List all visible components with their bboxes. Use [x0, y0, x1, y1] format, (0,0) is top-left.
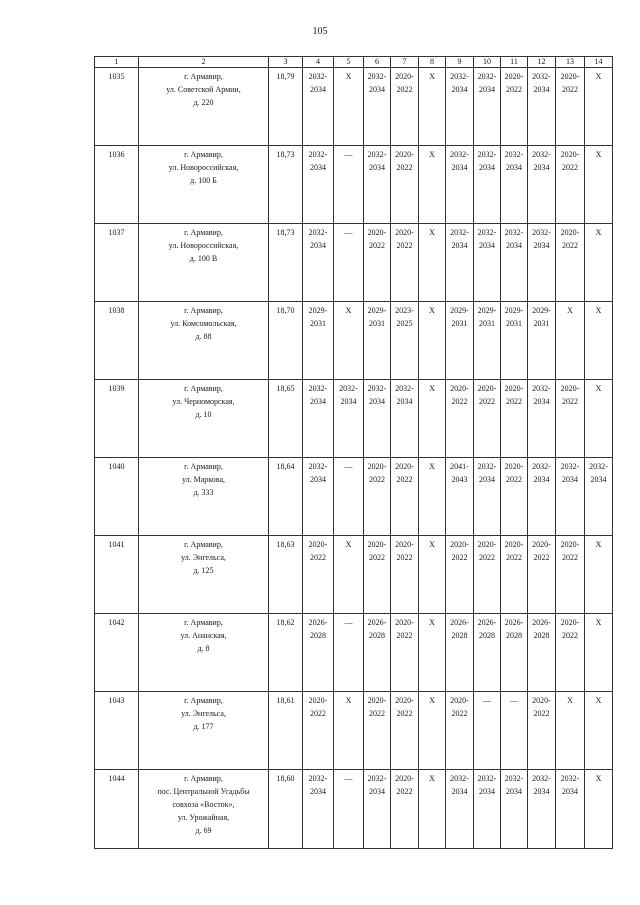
period-cell: 2020- 2022: [528, 536, 556, 614]
column-header: 14: [585, 57, 613, 68]
period-cell: 2020- 2022: [303, 692, 334, 770]
period-cell: 2026- 2028: [501, 614, 528, 692]
column-header: 10: [474, 57, 501, 68]
row-id-cell: 1044: [95, 770, 139, 849]
period-cell: 2020- 2022: [391, 68, 419, 146]
data-table: [94, 56, 613, 849]
address-cell: г. Армавир, ул. Советской Армии, д. 220: [139, 68, 269, 146]
period-cell: 2032- 2034: [446, 146, 474, 224]
period-cell: X: [419, 224, 446, 302]
row-id-cell: 1039: [95, 380, 139, 458]
period-cell: 2026- 2028: [528, 614, 556, 692]
address-cell: г. Армавир, ул. Черноморская, д. 10: [139, 380, 269, 458]
period-cell: 2032- 2034: [474, 68, 501, 146]
value-cell: 18,79: [269, 68, 303, 146]
header-row: [95, 57, 613, 68]
table-row: [95, 458, 613, 536]
period-cell: X: [419, 302, 446, 380]
column-header: 11: [501, 57, 528, 68]
period-cell: 2029- 2031: [528, 302, 556, 380]
column-header: 12: [528, 57, 556, 68]
address-cell: г. Армавир, ул. Ананская, д. 8: [139, 614, 269, 692]
period-cell: 2032- 2034: [364, 380, 391, 458]
period-cell: 2029- 2031: [501, 302, 528, 380]
period-cell: 2020- 2022: [391, 458, 419, 536]
period-cell: 2020- 2022: [556, 614, 585, 692]
period-cell: X: [585, 380, 613, 458]
column-header: 8: [419, 57, 446, 68]
row-id-cell: 1036: [95, 146, 139, 224]
period-cell: 2020- 2022: [474, 380, 501, 458]
value-cell: 18,73: [269, 146, 303, 224]
period-cell: 2020- 2022: [501, 458, 528, 536]
address-cell: г. Армавир, пос. Центральной Усадьбы совхоза «Восток», ул. Урожайная, д. 69: [139, 770, 269, 849]
period-cell: X: [419, 536, 446, 614]
period-cell: 2032- 2034: [303, 458, 334, 536]
page-number: 105: [312, 26, 328, 37]
period-cell: —: [334, 224, 364, 302]
period-cell: —: [474, 692, 501, 770]
table-row: [95, 536, 613, 614]
table-row: [95, 380, 613, 458]
period-cell: —: [334, 770, 364, 849]
period-cell: X: [419, 380, 446, 458]
column-header: 3: [269, 57, 303, 68]
period-cell: 2020- 2022: [364, 692, 391, 770]
row-id-cell: 1035: [95, 68, 139, 146]
period-cell: 2026- 2028: [446, 614, 474, 692]
period-cell: 2032- 2034: [446, 770, 474, 849]
column-header: 9: [446, 57, 474, 68]
value-cell: 18,63: [269, 536, 303, 614]
period-cell: 2032- 2034: [303, 224, 334, 302]
period-cell: 2020- 2022: [556, 536, 585, 614]
address-cell: г. Армавир, ул. Энгельса, д. 125: [139, 536, 269, 614]
period-cell: 2032- 2034: [501, 224, 528, 302]
value-cell: 18,64: [269, 458, 303, 536]
period-cell: 2041- 2043: [446, 458, 474, 536]
value-cell: 18,70: [269, 302, 303, 380]
period-cell: 2020- 2022: [391, 770, 419, 849]
table-row: [95, 224, 613, 302]
period-cell: 2020- 2022: [364, 224, 391, 302]
period-cell: X: [334, 692, 364, 770]
period-cell: 2032- 2034: [556, 770, 585, 849]
table-row: [95, 614, 613, 692]
address-cell: г. Армавир, ул. Энгельса, д. 177: [139, 692, 269, 770]
period-cell: X: [334, 536, 364, 614]
period-cell: 2026- 2028: [474, 614, 501, 692]
column-header: 5: [334, 57, 364, 68]
period-cell: 2020- 2022: [446, 380, 474, 458]
row-id-cell: 1037: [95, 224, 139, 302]
period-cell: 2020- 2022: [474, 536, 501, 614]
period-cell: 2032- 2034: [556, 458, 585, 536]
period-cell: 2020- 2022: [446, 536, 474, 614]
period-cell: 2020- 2022: [391, 614, 419, 692]
period-cell: 2032- 2034: [528, 146, 556, 224]
address-cell: г. Армавир, ул. Комсомольская, д. 88: [139, 302, 269, 380]
period-cell: 2032- 2034: [446, 68, 474, 146]
period-cell: 2032- 2034: [303, 770, 334, 849]
period-cell: 2029- 2031: [303, 302, 334, 380]
column-header: 7: [391, 57, 419, 68]
column-header: 6: [364, 57, 391, 68]
period-cell: 2029- 2031: [474, 302, 501, 380]
address-cell: г. Армавир, ул. Маркова, д. 333: [139, 458, 269, 536]
table-row: [95, 302, 613, 380]
period-cell: 2020- 2022: [556, 380, 585, 458]
value-cell: 18,60: [269, 770, 303, 849]
table-row: [95, 68, 613, 146]
period-cell: 2032- 2034: [303, 380, 334, 458]
period-cell: 2032- 2034: [528, 380, 556, 458]
value-cell: 18,65: [269, 380, 303, 458]
period-cell: X: [419, 614, 446, 692]
period-cell: 2020- 2022: [364, 536, 391, 614]
period-cell: X: [585, 614, 613, 692]
period-cell: X: [585, 302, 613, 380]
period-cell: 2020- 2022: [364, 458, 391, 536]
period-cell: 2020- 2022: [501, 536, 528, 614]
table-row: [95, 692, 613, 770]
value-cell: 18,62: [269, 614, 303, 692]
period-cell: 2029- 2031: [364, 302, 391, 380]
row-id-cell: 1043: [95, 692, 139, 770]
period-cell: 2020- 2022: [501, 380, 528, 458]
period-cell: 2020- 2022: [391, 224, 419, 302]
period-cell: 2032- 2034: [474, 224, 501, 302]
period-cell: 2032- 2034: [364, 68, 391, 146]
row-id-cell: 1041: [95, 536, 139, 614]
period-cell: 2032- 2034: [364, 146, 391, 224]
period-cell: 2032- 2034: [528, 68, 556, 146]
period-cell: 2023- 2025: [391, 302, 419, 380]
period-cell: 2032- 2034: [446, 224, 474, 302]
table-row: [95, 146, 613, 224]
table-body: [95, 68, 613, 849]
period-cell: X: [585, 692, 613, 770]
period-cell: 2032- 2034: [474, 458, 501, 536]
period-cell: X: [585, 146, 613, 224]
period-cell: 2032- 2034: [585, 458, 613, 536]
value-cell: 18,61: [269, 692, 303, 770]
row-id-cell: 1040: [95, 458, 139, 536]
value-cell: 18,73: [269, 224, 303, 302]
period-cell: X: [419, 68, 446, 146]
period-cell: 2026- 2028: [303, 614, 334, 692]
period-cell: 2032- 2034: [528, 770, 556, 849]
period-cell: 2032- 2034: [303, 68, 334, 146]
period-cell: X: [585, 68, 613, 146]
period-cell: 2020- 2022: [391, 692, 419, 770]
address-cell: г. Армавир, ул. Новороссийская, д. 100 Б: [139, 146, 269, 224]
address-cell: г. Армавир, ул. Новороссийская, д. 100 В: [139, 224, 269, 302]
period-cell: 2020- 2022: [556, 146, 585, 224]
period-cell: 2026- 2028: [364, 614, 391, 692]
period-cell: 2020- 2022: [391, 536, 419, 614]
period-cell: —: [334, 458, 364, 536]
column-header: 4: [303, 57, 334, 68]
period-cell: 2032- 2034: [501, 146, 528, 224]
period-cell: —: [334, 146, 364, 224]
column-header: 1: [95, 57, 139, 68]
period-cell: 2020- 2022: [501, 68, 528, 146]
period-cell: 2032- 2034: [474, 146, 501, 224]
period-cell: X: [419, 458, 446, 536]
period-cell: X: [556, 692, 585, 770]
period-cell: X: [585, 770, 613, 849]
period-cell: 2020- 2022: [391, 146, 419, 224]
period-cell: 2020- 2022: [303, 536, 334, 614]
period-cell: X: [419, 692, 446, 770]
period-cell: 2020- 2022: [528, 692, 556, 770]
period-cell: 2032- 2034: [334, 380, 364, 458]
period-cell: X: [419, 146, 446, 224]
period-cell: X: [585, 224, 613, 302]
period-cell: 2032- 2034: [303, 146, 334, 224]
period-cell: 2032- 2034: [501, 770, 528, 849]
table-row: [95, 770, 613, 849]
period-cell: 2029- 2031: [446, 302, 474, 380]
period-cell: 2020- 2022: [556, 68, 585, 146]
period-cell: X: [585, 536, 613, 614]
period-cell: 2020- 2022: [446, 692, 474, 770]
period-cell: 2020- 2022: [556, 224, 585, 302]
period-cell: 2032- 2034: [528, 224, 556, 302]
column-header: 13: [556, 57, 585, 68]
period-cell: 2032- 2034: [364, 770, 391, 849]
period-cell: —: [501, 692, 528, 770]
period-cell: X: [334, 68, 364, 146]
period-cell: 2032- 2034: [474, 770, 501, 849]
column-header: 2: [139, 57, 269, 68]
period-cell: 2032- 2034: [528, 458, 556, 536]
row-id-cell: 1038: [95, 302, 139, 380]
period-cell: X: [419, 770, 446, 849]
period-cell: X: [334, 302, 364, 380]
period-cell: 2032- 2034: [391, 380, 419, 458]
period-cell: X: [556, 302, 585, 380]
period-cell: —: [334, 614, 364, 692]
row-id-cell: 1042: [95, 614, 139, 692]
